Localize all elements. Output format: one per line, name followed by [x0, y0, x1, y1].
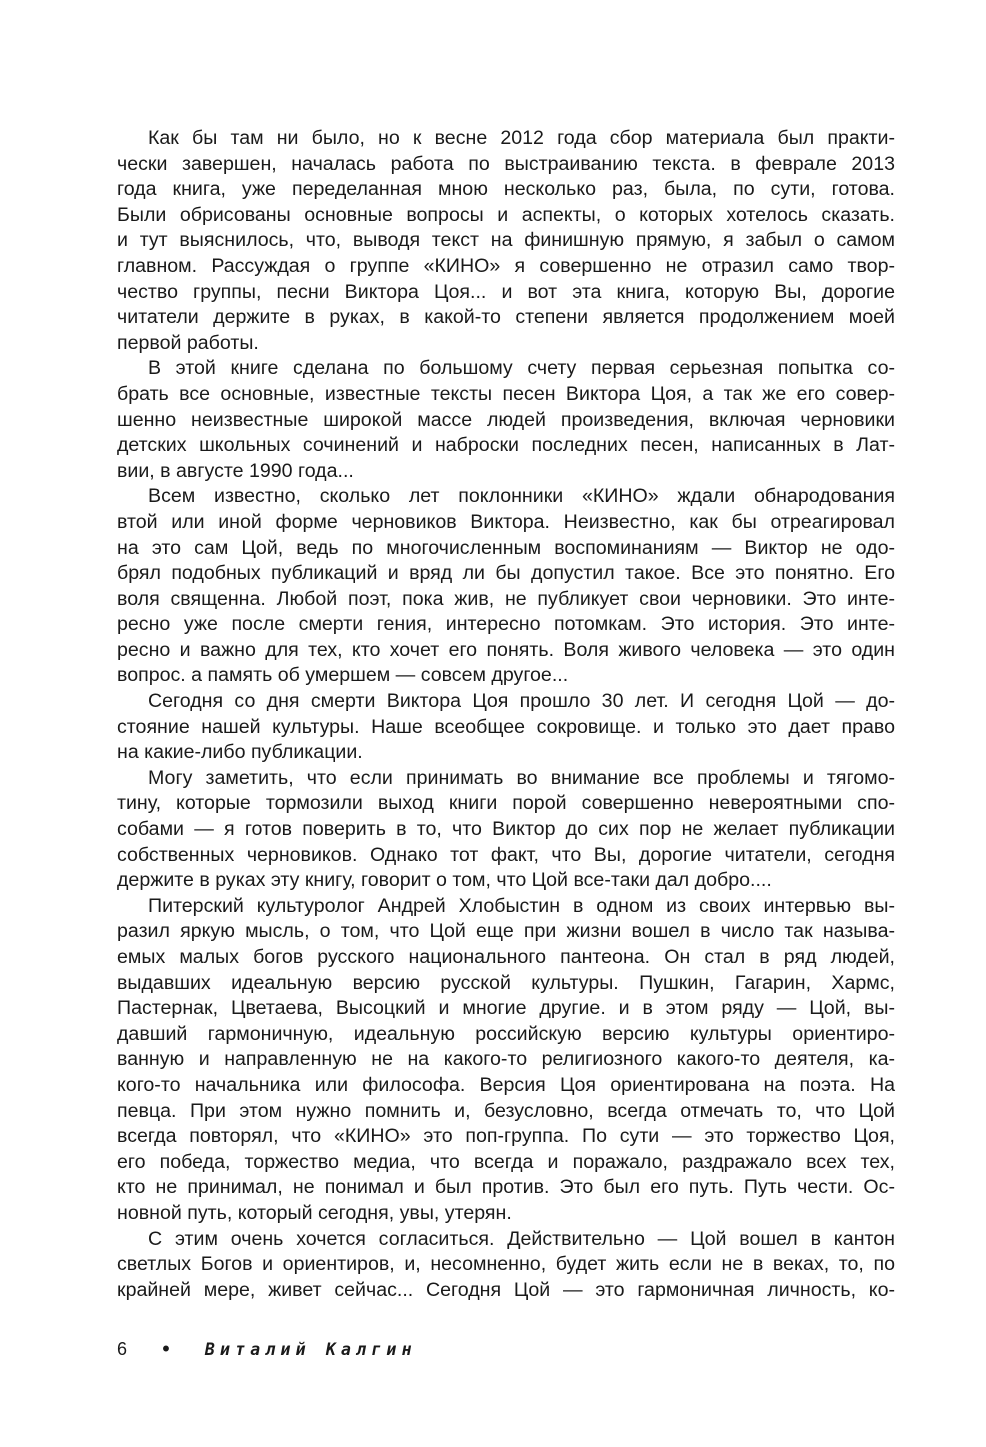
text-line: читатели держите в руках, в какой-то степени является продолжением моей — [117, 306, 895, 329]
text-line: светлых Богов и ориентиров, и, несомненно, будет жить если не в веках, то, по — [117, 1253, 895, 1276]
text-line: вопрос. а память об умершем — совсем другое... — [117, 664, 569, 687]
text-line: С этим очень хочется согласиться. Действительно — Цой вошел в кантон — [148, 1227, 895, 1250]
text-line: разил яркую мысль, о том, что Цой еще при жизни вошел в число так называ- — [117, 920, 895, 943]
text-line: крайней мере, живет сейчас... Сегодня Цой — это гармоничная личность, ко- — [117, 1278, 895, 1301]
text-line: кто не принимал, не понимал и был против. Это был его путь. Путь чести. Ос- — [117, 1176, 895, 1199]
text-line: собственных черновиков. Однако тот факт, что Вы, дорогие читатели, сегодня — [117, 843, 895, 866]
text-line: выдавших идеальную версию русской культуры. Пушкин, Гагарин, Хармс, — [117, 971, 895, 994]
text-line: и тут выяснилось, что, выводя текст на финишную прямую, я забыл о самом — [117, 229, 895, 252]
text-line: всегда повторял, что «КИНО» это поп-группа. По сути — это торжество Цоя, — [117, 1125, 895, 1148]
text-line: ресно и важно для тех, кто хочет его понять. Воля живого человека — это один — [117, 638, 895, 661]
text-line: Пастернак, Цветаева, Высоцкий и многие другие. и в этом ряду — Цой, вы- — [117, 997, 895, 1020]
text-line: тину, которые тормозили выход книги порой совершенно невероятными спо- — [117, 792, 895, 815]
paragraph — [117, 356, 895, 484]
text-line: Сегодня со дня смерти Виктора Цоя прошло 30 лет. И сегодня Цой — до- — [148, 690, 895, 713]
text-line: В этой книге сделана по большому счету первая серьезная попытка со- — [148, 357, 895, 380]
page-number: 6 — [117, 1339, 128, 1359]
paragraph — [117, 1227, 895, 1304]
text-line: Как бы там ни было, но к весне 2012 года сбор материала был практи- — [148, 127, 895, 149]
text-line: новной путь, который сегодня, увы, утерян. — [117, 1201, 512, 1224]
text-line: собами — я готов поверить в то, что Виктор до сих пор не желает публикации — [117, 818, 895, 841]
text-line: на какие-либо публикации. — [117, 741, 363, 764]
text-line: детских школьных сочинений и наброски последних песен, написанных в Лат- — [117, 434, 895, 457]
text-line: первой работы. — [117, 331, 259, 354]
text-line: кого-то начальника или философа. Версия Цоя ориентирована на поэта. На — [117, 1073, 895, 1096]
text-line: ванную и направленную не на какого-то религиозного какого-то деятеля, ка- — [117, 1048, 895, 1071]
paragraph — [117, 484, 895, 689]
text-line: брать все основные, известные тексты песен Виктора Цоя, а так же его совер- — [117, 382, 895, 405]
text-line: шенно неизвестные широкой массе людей произведения, включая черновики — [117, 408, 895, 431]
text-line: чество группы, песни Виктора Цоя... и вот эта книга, которую Вы, дорогие — [117, 280, 895, 303]
paragraph — [117, 894, 895, 1227]
text-line: Могу заметить, что если принимать во внимание все проблемы и тягомо- — [148, 766, 895, 789]
text-line: вии, в августе 1990 года... — [117, 459, 354, 482]
text-line: втой или иной форме черновиков Виктора. Неизвестно, как бы отреагировал — [117, 510, 895, 533]
text-line: брял подобных публикаций и вряд ли бы допустил такое. Все это понятно. Его — [117, 562, 895, 585]
text-line: воля священна. Любой поэт, пока жив, не публикует свои черновики. Это инте- — [117, 587, 895, 610]
text-line: держите в руках эту книгу, говорит о том, что Цой все-таки дал добро.... — [117, 869, 772, 892]
text-line: главном. Рассуждая о группе «КИНО» я совершенно не отразил само твор- — [117, 254, 895, 277]
text-line: года книга, уже переделанная мною несколько раз, была, по сути, готова. — [117, 178, 895, 201]
text-line: Всем известно, сколько лет поклонники «КИНО» ждали обнародования — [148, 485, 895, 508]
text-line: Были обрисованы основные вопросы и аспекты, о которых хотелось сказать. — [117, 203, 895, 226]
page-footer — [117, 1337, 417, 1361]
text-line: Питерский культуролог Андрей Хлобыстин в одном из своих интервью вы- — [148, 894, 895, 917]
text-line: емых малых богов русского национального пантеона. Он стал в ряд людей, — [117, 946, 895, 968]
text-line: певца. При этом нужно помнить и, безусловно, всегда отмечать то, что Цой — [117, 1099, 895, 1122]
author-name: Виталий Калгин — [204, 1340, 417, 1359]
paragraph — [117, 126, 895, 356]
text-line: ресно уже после смерти гения, интересно потомкам. Это история. Это инте- — [117, 613, 895, 636]
text-line: его победа, торжество медиа, что всегда и поражало, раздражало всех тех, — [117, 1150, 895, 1173]
paragraph — [117, 766, 895, 894]
body-text — [117, 126, 895, 1303]
text-line: стояние нашей культуры. Наше всеобщее сокровище. и только это дает право — [117, 715, 895, 738]
text-line: давший гармоничную, идеальную российскую версию культуры ориентиро- — [117, 1022, 895, 1045]
text-line: на это сам Цой, ведь по многочисленным воспоминаниям — Виктор не одо- — [117, 536, 895, 559]
text-line: чески завершен, началась работа по выстраиванию текста. в феврале 2013 — [117, 152, 895, 175]
footer-bullet-separator: • — [160, 1340, 171, 1359]
paragraph — [117, 689, 895, 766]
